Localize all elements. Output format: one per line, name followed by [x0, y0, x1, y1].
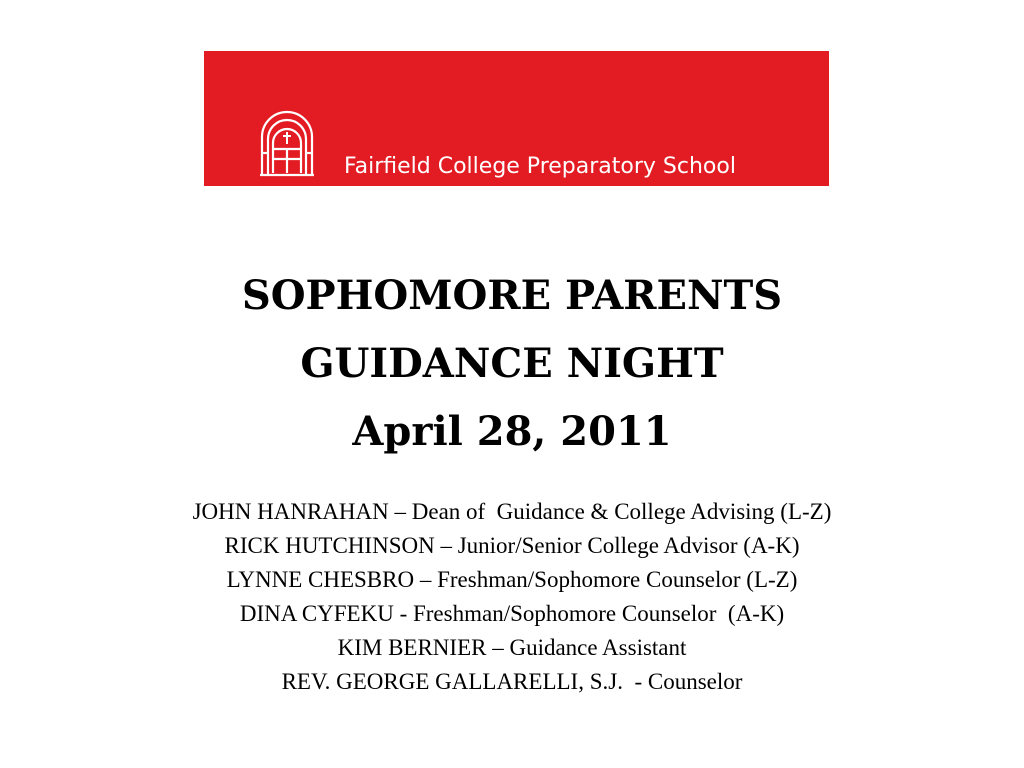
- staff-entry: DINA CYFEKU - Freshman/Sophomore Counselor (A-K): [239, 601, 785, 626]
- school-banner: [204, 51, 829, 186]
- title-line-2: GUIDANCE NIGHT: [300, 340, 724, 387]
- staff-entry: LYNNE CHESBRO – Freshman/Sophomore Counselor (L-Z): [226, 567, 798, 592]
- school-doorway-crest-icon: [258, 107, 316, 177]
- slide-title: [0, 262, 1024, 466]
- staff-entry: KIM BERNIER – Guidance Assistant: [337, 635, 687, 660]
- school-name: Fairfield College Preparatory School: [344, 154, 736, 179]
- staff-entry: REV. GEORGE GALLARELLI, S.J. - Counselor: [281, 669, 743, 694]
- staff-list: [0, 495, 1024, 699]
- title-line-1: SOPHOMORE PARENTS: [241, 272, 783, 319]
- title-date: April 28, 2011: [352, 408, 672, 455]
- staff-entry: RICK HUTCHINSON – Junior/Senior College Advisor (A-K): [224, 533, 800, 558]
- staff-entry: JOHN HANRAHAN – Dean of Guidance & College Advising (L-Z): [192, 499, 832, 524]
